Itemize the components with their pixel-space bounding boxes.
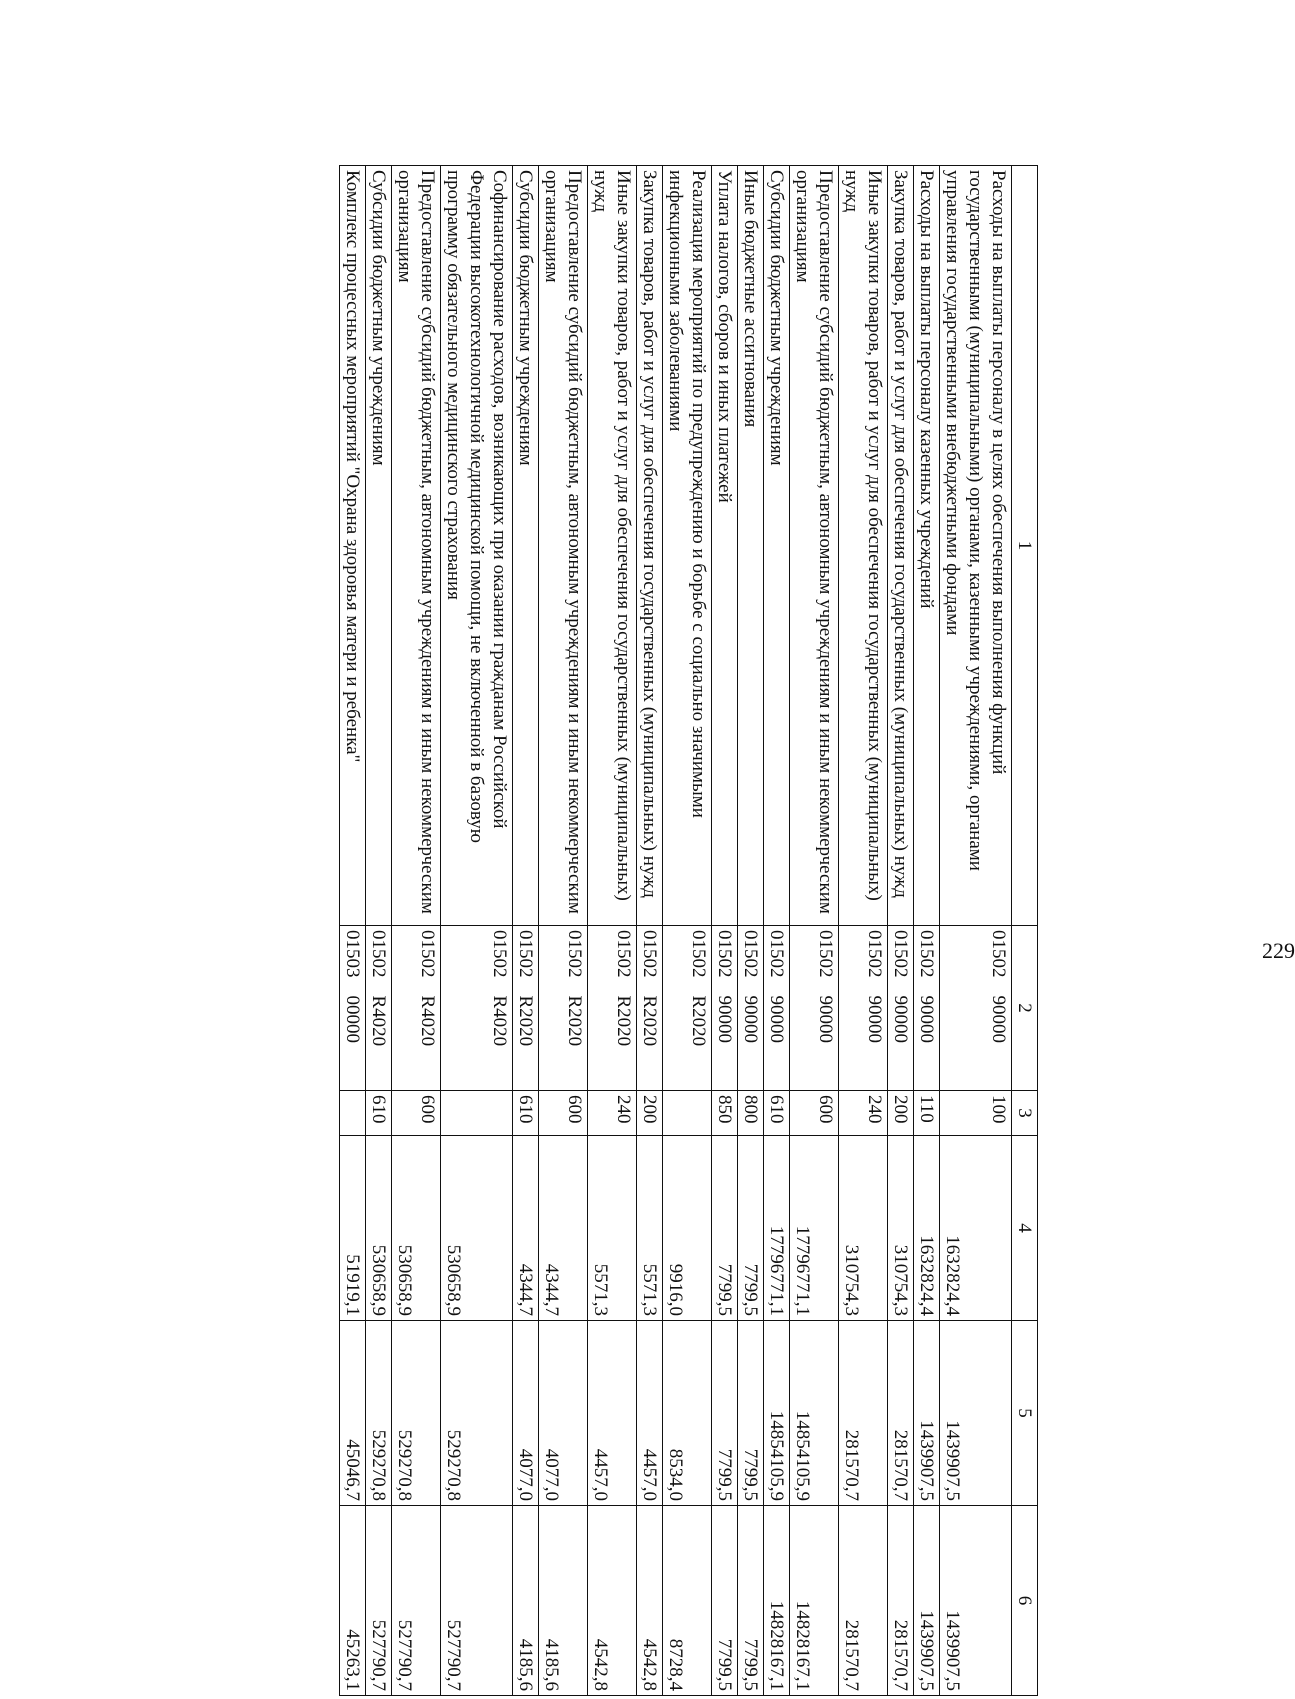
header-row [1012,166,1038,1696]
row-value-5: 45046,7 [340,1321,366,1506]
row-value-6: 4185,6 [539,1506,588,1696]
row-value-5: 529270,8 [441,1321,513,1506]
row-value-6: 1439907,5 [940,1506,1012,1696]
header-col-5: 5 [1012,1321,1038,1506]
table-row [738,166,764,1696]
row-value-5: 1439907,5 [914,1321,940,1506]
row-value-5: 529270,8 [366,1321,392,1506]
row-code [539,926,588,1091]
code-part-2: R2020 [688,995,709,1047]
table-row [914,166,940,1696]
row-value-5: 281570,7 [888,1321,914,1506]
row-code [366,926,392,1091]
row-value-4: 1632824,4 [914,1136,940,1321]
row-name: Иные закупки товаров, работ и услуг для обеспечения государственных (муниципальных) нужд [839,166,888,926]
code-part-1: 01502 [864,930,885,978]
row-value-6: 527790,7 [392,1506,441,1696]
row-value-4: 5571,3 [588,1136,637,1321]
row-type [340,1091,366,1136]
row-type: 600 [790,1091,839,1136]
row-value-5: 281570,7 [839,1321,888,1506]
row-value-4: 530658,9 [392,1136,441,1321]
code-part-2: 90000 [916,995,937,1043]
table-row [790,166,839,1696]
row-value-6: 14828167,1 [764,1506,790,1696]
table-row [712,166,738,1696]
row-name: Закупка товаров, работ и услуг для обеспечения государственных (муниципальных) нужд [637,166,663,926]
table-row [588,166,637,1696]
row-value-6: 281570,7 [888,1506,914,1696]
rotated-page [178,165,1038,1695]
row-value-4: 1632824,4 [940,1136,1012,1321]
code-part-2: R2020 [515,995,536,1047]
row-type: 600 [392,1091,441,1136]
code-part-2: R2020 [613,995,634,1047]
header-col-6: 6 [1012,1506,1038,1696]
row-type: 610 [764,1091,790,1136]
row-name: Иные закупки товаров, работ и услуг для обеспечения государственных (муниципальных) нужд [588,166,637,926]
code-part-2: 90000 [864,995,885,1043]
row-name: Расходы на выплаты персоналу казенных учреждений [914,166,940,926]
row-type [663,1091,712,1136]
table-row [441,166,513,1696]
row-value-5: 4077,0 [539,1321,588,1506]
code-part-2: 90000 [890,995,911,1043]
row-value-5: 4457,0 [637,1321,663,1506]
code-part-1: 01502 [489,930,510,978]
row-name: Субсидии бюджетным учреждениям [513,166,539,926]
table-row [764,166,790,1696]
row-value-6: 4542,8 [637,1506,663,1696]
row-code [738,926,764,1091]
code-part-2: R4020 [368,995,389,1047]
row-code [392,926,441,1091]
table-row [392,166,441,1696]
row-value-6: 281570,7 [839,1506,888,1696]
row-name: Предоставление субсидий бюджетным, автономным учреждениям и иным некоммерческим организациям [790,166,839,926]
row-value-5: 1439907,5 [940,1321,1012,1506]
row-type: 110 [914,1091,940,1136]
code-part-1: 01502 [916,930,937,978]
row-value-4: 5571,3 [637,1136,663,1321]
code-part-1: 01503 [342,930,363,978]
row-name: Уплата налогов, сборов и иных платежей [712,166,738,926]
row-value-6: 7799,5 [738,1506,764,1696]
code-part-1: 01502 [890,930,911,978]
row-type: 100 [940,1091,1012,1136]
row-name: Закупка товаров, работ и услуг для обеспечения государственных (муниципальных) нужд [888,166,914,926]
row-value-6: 4185,6 [513,1506,539,1696]
row-name: Реализация мероприятий по предупреждению и борьбе с социально значимыми инфекционными заболеваниями [663,166,712,926]
row-code [790,926,839,1091]
row-value-4: 530658,9 [441,1136,513,1321]
row-type: 240 [588,1091,637,1136]
code-part-2: R2020 [564,995,585,1047]
row-code [340,926,366,1091]
table-row [340,166,366,1696]
row-name: Софинансирование расходов, возникающих при оказании гражданам Российской Федерации высокотехнологичной медицинской помощи, не включенной в базовую программу обязательного медицинского страхования [441,166,513,926]
row-value-5: 14854105,9 [790,1321,839,1506]
row-value-6: 8728,4 [663,1506,712,1696]
code-part-2: R4020 [489,995,510,1047]
code-part-2: 90000 [714,995,735,1043]
header-col-1: 1 [1012,166,1038,926]
code-part-2: 00000 [342,995,363,1043]
row-type: 600 [539,1091,588,1136]
header-col-4: 4 [1012,1136,1038,1321]
row-name: Расходы на выплаты персоналу в целях обеспечения выполнения функций государственными (муниципальными) органами, казенными учреждениями, органами управления государственными внебюджетными фондами [940,166,1012,926]
row-value-5: 529270,8 [392,1321,441,1506]
row-name: Комплекс процессных мероприятий "Охрана здоровья матери и ребенка" [340,166,366,926]
row-code [764,926,790,1091]
row-value-5: 14854105,9 [764,1321,790,1506]
row-code [839,926,888,1091]
code-part-1: 01502 [368,930,389,978]
row-code [513,926,539,1091]
row-name: Иные бюджетные ассигнования [738,166,764,926]
row-code [663,926,712,1091]
budget-table [339,165,1038,1696]
code-part-1: 01502 [564,930,585,978]
code-part-1: 01502 [688,930,709,978]
code-part-2: R2020 [639,995,660,1047]
code-part-2: R4020 [417,995,438,1047]
row-type [441,1091,513,1136]
row-value-4: 4344,7 [539,1136,588,1321]
row-value-5: 4457,0 [588,1321,637,1506]
row-type: 800 [738,1091,764,1136]
table-body [340,166,1012,1696]
table-row [663,166,712,1696]
header-col-2: 2 [1012,926,1038,1091]
row-value-6: 4542,8 [588,1506,637,1696]
row-type: 200 [637,1091,663,1136]
row-value-4: 7799,5 [738,1136,764,1321]
row-value-6: 1439907,5 [914,1506,940,1696]
row-value-4: 310754,3 [888,1136,914,1321]
code-part-2: 90000 [815,995,836,1043]
code-part-1: 01502 [639,930,660,978]
code-part-1: 01502 [714,930,735,978]
row-name: Субсидии бюджетным учреждениям [764,166,790,926]
row-type: 200 [888,1091,914,1136]
row-value-5: 4077,0 [513,1321,539,1506]
row-value-4: 9916,0 [663,1136,712,1321]
code-part-2: 90000 [766,995,787,1043]
row-code [441,926,513,1091]
code-part-2: 90000 [740,995,761,1043]
row-code [588,926,637,1091]
code-part-1: 01502 [815,930,836,978]
row-name: Предоставление субсидий бюджетным, автономным учреждениям и иным некоммерческим организациям [392,166,441,926]
row-value-4: 17796771,1 [764,1136,790,1321]
table-row [539,166,588,1696]
row-value-4: 4344,7 [513,1136,539,1321]
row-value-4: 51919,1 [340,1136,366,1321]
row-value-6: 527790,7 [366,1506,392,1696]
row-code [637,926,663,1091]
row-type: 610 [513,1091,539,1136]
row-value-5: 7799,5 [738,1321,764,1506]
row-code [940,926,1012,1091]
code-part-1: 01502 [515,930,536,978]
row-value-5: 7799,5 [712,1321,738,1506]
row-value-6: 45263,1 [340,1506,366,1696]
row-type: 240 [839,1091,888,1136]
table-row [513,166,539,1696]
row-name: Субсидии бюджетным учреждениям [366,166,392,926]
row-code [888,926,914,1091]
row-value-4: 310754,3 [839,1136,888,1321]
row-name: Предоставление субсидий бюджетным, автономным учреждениям и иным некоммерческим организациям [539,166,588,926]
code-part-1: 01502 [613,930,634,978]
code-part-1: 01502 [988,930,1009,978]
row-value-6: 14828167,1 [790,1506,839,1696]
row-value-5: 8534,0 [663,1321,712,1506]
code-part-1: 01502 [766,930,787,978]
table-row [839,166,888,1696]
code-part-1: 01502 [740,930,761,978]
row-value-6: 527790,7 [441,1506,513,1696]
table-row [940,166,1012,1696]
table-row [637,166,663,1696]
header-col-3: 3 [1012,1091,1038,1136]
table-row [366,166,392,1696]
row-type: 850 [712,1091,738,1136]
row-value-4: 530658,9 [366,1136,392,1321]
row-type: 610 [366,1091,392,1136]
page-number: 229 [1262,938,1295,963]
row-code [914,926,940,1091]
table-row [888,166,914,1696]
row-value-4: 7799,5 [712,1136,738,1321]
row-code [712,926,738,1091]
code-part-1: 01502 [417,930,438,978]
code-part-2: 90000 [988,995,1009,1043]
row-value-6: 7799,5 [712,1506,738,1696]
row-value-4: 17796771,1 [790,1136,839,1321]
